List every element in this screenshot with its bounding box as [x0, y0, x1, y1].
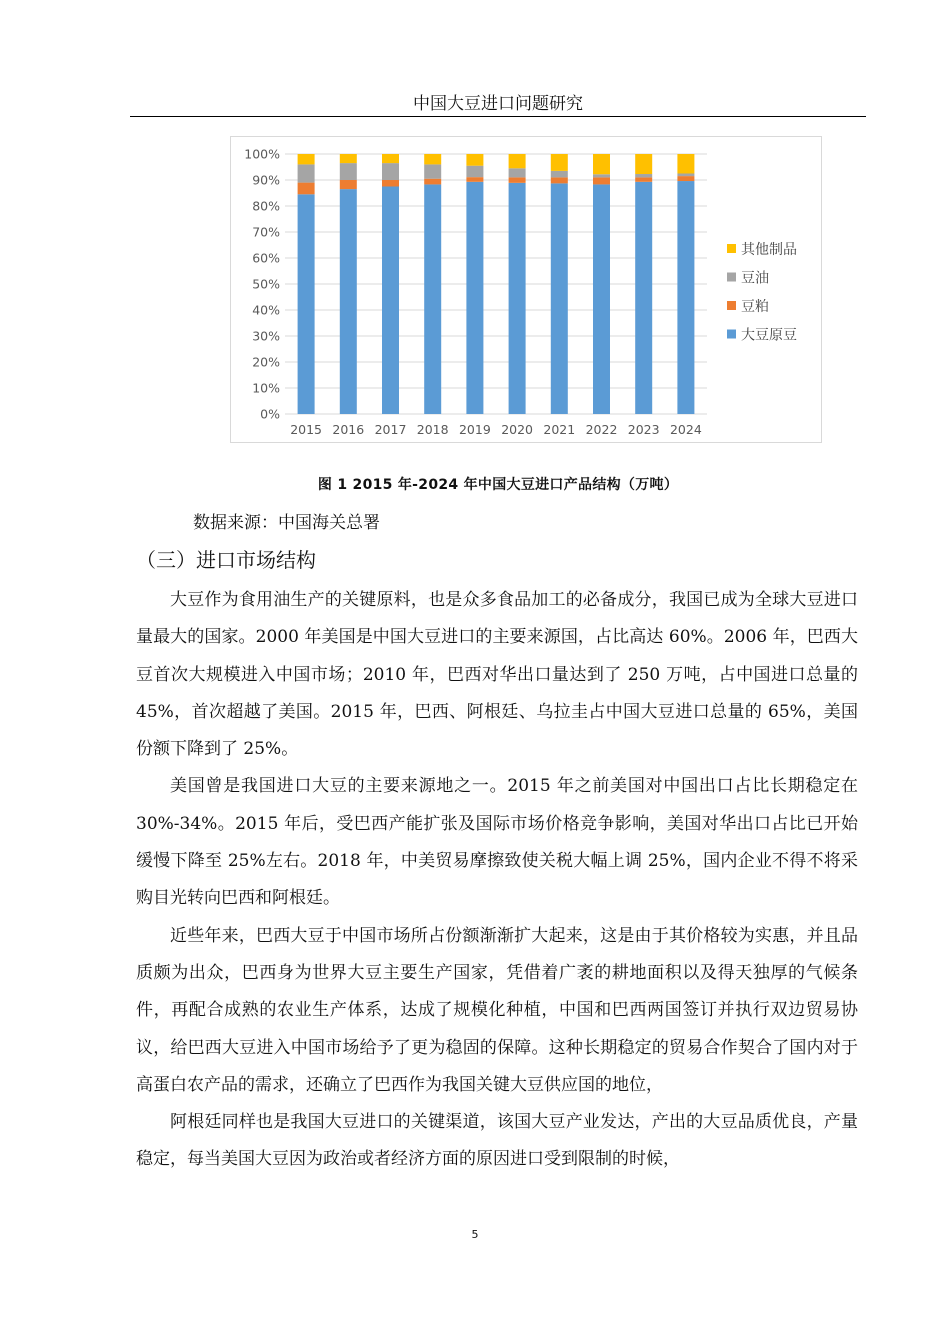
bar-segment [635, 174, 652, 177]
section-heading: （三）进口市场结构 [136, 548, 316, 572]
y-tick-label: 100% [244, 146, 280, 162]
x-tick-label: 2021 [543, 422, 576, 437]
bar-segment [551, 177, 568, 183]
y-tick-label: 20% [252, 354, 280, 370]
bar-segment [466, 182, 483, 414]
bar-segment [466, 154, 483, 166]
legend-swatch [727, 301, 736, 310]
bar-segment [466, 177, 483, 182]
bar-segment [424, 184, 441, 414]
bar-segment [340, 189, 357, 414]
x-tick-label: 2022 [585, 422, 618, 437]
bar-segment [298, 183, 315, 195]
bar-segment [298, 164, 315, 182]
paragraph: 美国曾是我国进口大豆的主要来源地之一。2015 年之前美国对中国出口占比长期稳定在 30%-34%。2015 年后，受巴西产能扩张及国际市场价格竞争影响，美国对华出口占比已开始缓慢下降至 25%左右。2018 年，中美贸易摩擦致使关税大幅上调 25%，国内企业不得不将采购目光转向巴西和阿根廷。 [136, 776, 858, 909]
bar-segment [382, 163, 399, 180]
page-number: 5 [471, 1228, 479, 1241]
bar-segment [424, 179, 441, 185]
x-tick-label: 2023 [627, 422, 660, 437]
bar-segment [340, 154, 357, 163]
bar-segment [677, 174, 694, 177]
bar-segment [298, 194, 315, 414]
legend-swatch [727, 244, 736, 253]
x-tick-label: 2016 [332, 422, 365, 437]
legend-label: 豆油 [741, 270, 769, 287]
y-tick-label: 30% [252, 328, 280, 344]
paragraph: 大豆作为食用油生产的关键原料，也是众多食品加工的必备成分，我国已成为全球大豆进口量最大的国家。2000 年美国是中国大豆进口的主要来源国，占比高达 60%。2006 年，巴西大豆首次大规模进入中国市场；2010 年，巴西对华出口量达到了 250 万吨，占中国进口总量的 45%，首次超越了美国。2015 年，巴西、阿根廷、乌拉圭占中国大豆进口总量的 65%，美国份额下降到了 25%。 [136, 590, 858, 760]
bar-segment [298, 154, 315, 164]
y-tick-label: 40% [252, 302, 280, 318]
paragraph: 阿根廷同样也是我国大豆进口的关键渠道，该国大豆产业发达，产出的大豆品质优良，产量稳定，每当美国大豆因为政治或者经济方面的原因进口受到限制的时候， [136, 1112, 858, 1170]
bar-segment [466, 166, 483, 177]
y-tick-label: 60% [252, 250, 280, 266]
legend-label: 大豆原豆 [741, 327, 797, 344]
bar-segment [593, 184, 610, 414]
bar-segment [635, 177, 652, 181]
bar-segment [551, 171, 568, 178]
figure-caption: 图 1 2015 年-2024 年中国大豆进口产品结构（万吨） [317, 477, 679, 493]
bar-segment [635, 182, 652, 414]
bar-segment [382, 187, 399, 415]
bar-segment [509, 183, 526, 414]
legend-swatch [727, 330, 736, 339]
stacked-bar-chart [230, 136, 822, 443]
bar-segment [551, 183, 568, 414]
y-tick-label: 0% [260, 406, 280, 422]
bar-segment [382, 154, 399, 163]
y-tick-label: 10% [252, 380, 280, 396]
x-tick-label: 2018 [416, 422, 449, 437]
bar-segment [382, 180, 399, 187]
y-tick-label: 80% [252, 198, 280, 214]
bar-segment [424, 164, 441, 178]
chart-svg [231, 137, 821, 442]
x-tick-label: 2019 [458, 422, 491, 437]
bar-segment [677, 154, 694, 174]
y-tick-label: 50% [252, 276, 280, 292]
legend-label: 豆粕 [741, 299, 769, 315]
bar-segment [509, 177, 526, 182]
x-tick-label: 2024 [669, 422, 702, 437]
bar-segment [340, 180, 357, 189]
x-tick-label: 2020 [501, 422, 534, 437]
legend-label: 其他制品 [741, 242, 797, 258]
bar-segment [340, 163, 357, 180]
running-header: 中国大豆进口问题研究 [413, 94, 583, 114]
x-tick-label: 2015 [290, 422, 323, 437]
bar-segment [593, 174, 610, 177]
bar-segment [551, 154, 568, 171]
y-tick-label: 70% [252, 224, 280, 240]
data-source: 数据来源：中国海关总署 [193, 513, 380, 533]
paragraph: 近些年来，巴西大豆于中国市场所占份额渐渐扩大起来，这是由于其价格较为实惠，并且品质颇为出众，巴西身为世界大豆主要生产国家，凭借着广袤的耕地面积以及得天独厚的气候条件，再配合成熟的农业生产体系，达成了规模化种植，中国和巴西两国签订并执行双边贸易协议，给巴西大豆进入中国市场给予了更为稳固的保障。这种长期稳定的贸易合作契合了国内对于高蛋白农产品的需求，还确立了巴西作为我国关键大豆供应国的地位， [136, 925, 858, 1095]
bar-segment [677, 176, 694, 181]
header-rule [130, 116, 866, 117]
bar-segment [593, 154, 610, 174]
x-tick-label: 2017 [374, 422, 407, 437]
body-text [136, 582, 858, 1179]
bar-segment [509, 154, 526, 168]
bar-segment [677, 181, 694, 414]
bar-segment [635, 154, 652, 174]
bar-segment [424, 154, 441, 164]
y-tick-label: 90% [252, 172, 280, 188]
bar-segment [509, 168, 526, 177]
legend-swatch [727, 273, 736, 282]
bar-segment [593, 177, 610, 184]
